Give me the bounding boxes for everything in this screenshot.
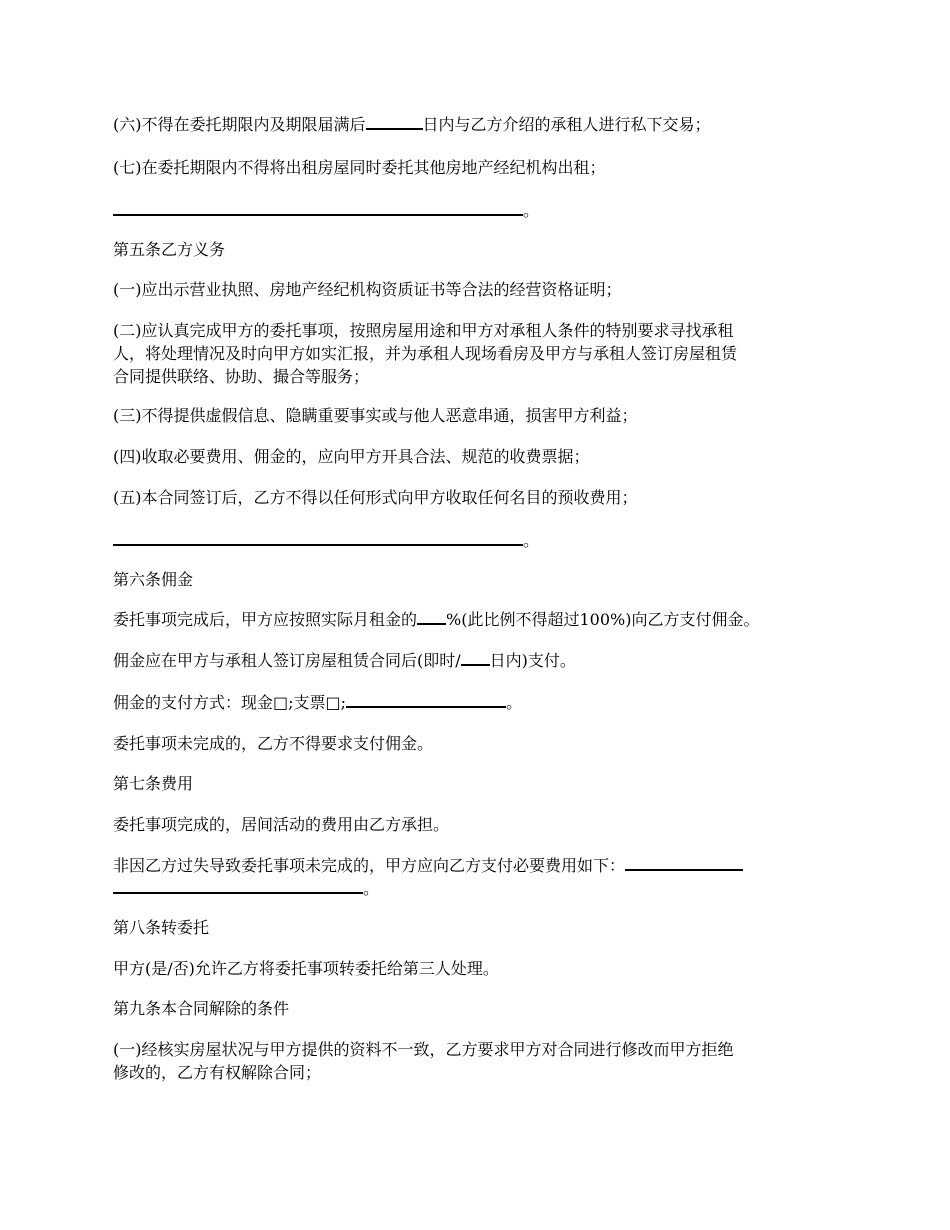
clause-text: ; xyxy=(340,693,347,712)
clause-6-7: (七)在委托期限内不得将出租房屋同时委托其他房地产经纪机构出租； xyxy=(113,158,606,177)
subcontract-clause: 甲方(是/否)允许乙方将委托事项转委托给第三人处理。 xyxy=(113,959,499,978)
clause-text: %(此比例不得超过100%)向乙方支付佣金。 xyxy=(446,610,760,629)
commission-rate-line xyxy=(113,609,848,630)
expense-uncompleted-line2 xyxy=(113,878,848,899)
clause-5-3: (三)不得提供虚假信息、隐瞒重要事实或与他人恶意串通，损害甲方利益； xyxy=(113,406,638,425)
payment-method-line xyxy=(113,692,848,713)
cash-checkbox[interactable]: □ xyxy=(273,693,289,712)
article-6-heading: 第六条佣金 xyxy=(113,570,194,589)
period-mark: 。 xyxy=(506,693,523,712)
article-7-heading: 第七条费用 xyxy=(113,774,194,793)
clause-5-6-blank xyxy=(113,530,848,551)
clause-text: 非因乙方过失导致委托事项未完成的，甲方应向乙方支付必要费用如下： xyxy=(113,856,626,875)
clause-5-5: (五)本合同签订后，乙方不得以任何形式向甲方收取任何名目的预收费用； xyxy=(113,488,638,507)
fill-blank-other-method[interactable] xyxy=(346,692,506,708)
clause-5-2-line3: 合同提供联络、协助、撮合等服务； xyxy=(113,367,370,386)
clause-6-8-blank xyxy=(113,200,848,221)
period-mark: 。 xyxy=(523,531,540,550)
clause-text: 佣金应在甲方与承租人签订房屋租赁合同后(即时/ xyxy=(113,651,461,670)
article-8-heading: 第八条转委托 xyxy=(113,918,210,937)
clause-6-6 xyxy=(113,114,848,135)
check-checkbox[interactable]: □ xyxy=(325,693,341,712)
clause-text: ;支票 xyxy=(288,693,326,712)
fill-blank-line[interactable] xyxy=(113,530,523,546)
article-9-heading: 第九条本合同解除的条件 xyxy=(113,999,290,1018)
fill-blank-days[interactable] xyxy=(366,114,423,130)
period-mark: 。 xyxy=(523,201,540,220)
expense-uncompleted-line1 xyxy=(113,855,848,876)
clause-5-4: (四)收取必要费用、佣金的，应向甲方开具合法、规范的收费票据； xyxy=(113,447,590,466)
period-mark: 。 xyxy=(363,879,380,898)
fill-blank-expenses[interactable] xyxy=(625,855,743,871)
fill-blank-line[interactable] xyxy=(113,200,523,216)
clause-9-1-line1: (一)经核实房屋状况与甲方提供的资料不一致，乙方要求甲方对合同进行修改而甲方拒绝 xyxy=(113,1040,734,1059)
clause-5-1: (一)应出示营业执照、房地产经纪机构资质证书等合法的经营资格证明； xyxy=(113,280,622,299)
fill-blank-expenses[interactable] xyxy=(113,878,363,894)
article-5-heading: 第五条乙方义务 xyxy=(113,240,226,259)
clause-text: 佣金的支付方式：现金 xyxy=(113,693,274,712)
commission-uncompleted: 委托事项未完成的，乙方不得要求支付佣金。 xyxy=(113,734,434,753)
clause-text: 日内)支付。 xyxy=(489,651,576,670)
expense-completed: 委托事项完成的，居间活动的费用由乙方承担。 xyxy=(113,815,450,834)
clause-5-2-line2: 人，将处理情况及时向甲方如实汇报，并为承租人现场看房及甲方与承租人签订房屋租赁 xyxy=(113,344,738,363)
clause-text: 委托事项完成后，甲方应按照实际月租金的 xyxy=(113,610,418,629)
fill-blank-percent[interactable] xyxy=(417,609,446,625)
clause-text: (六)不得在委托期限内及期限届满后 xyxy=(113,115,366,134)
clause-9-1-line2: 修改的，乙方有权解除合同； xyxy=(113,1063,322,1082)
clause-text: 日内与乙方介绍的承租人进行私下交易； xyxy=(422,115,711,134)
fill-blank-days[interactable] xyxy=(461,650,490,666)
commission-timing-line xyxy=(113,650,848,671)
clause-5-2-line1: (二)应认真完成甲方的委托事项，按照房屋用途和甲方对承租人条件的特别要求寻找承租 xyxy=(113,321,734,340)
